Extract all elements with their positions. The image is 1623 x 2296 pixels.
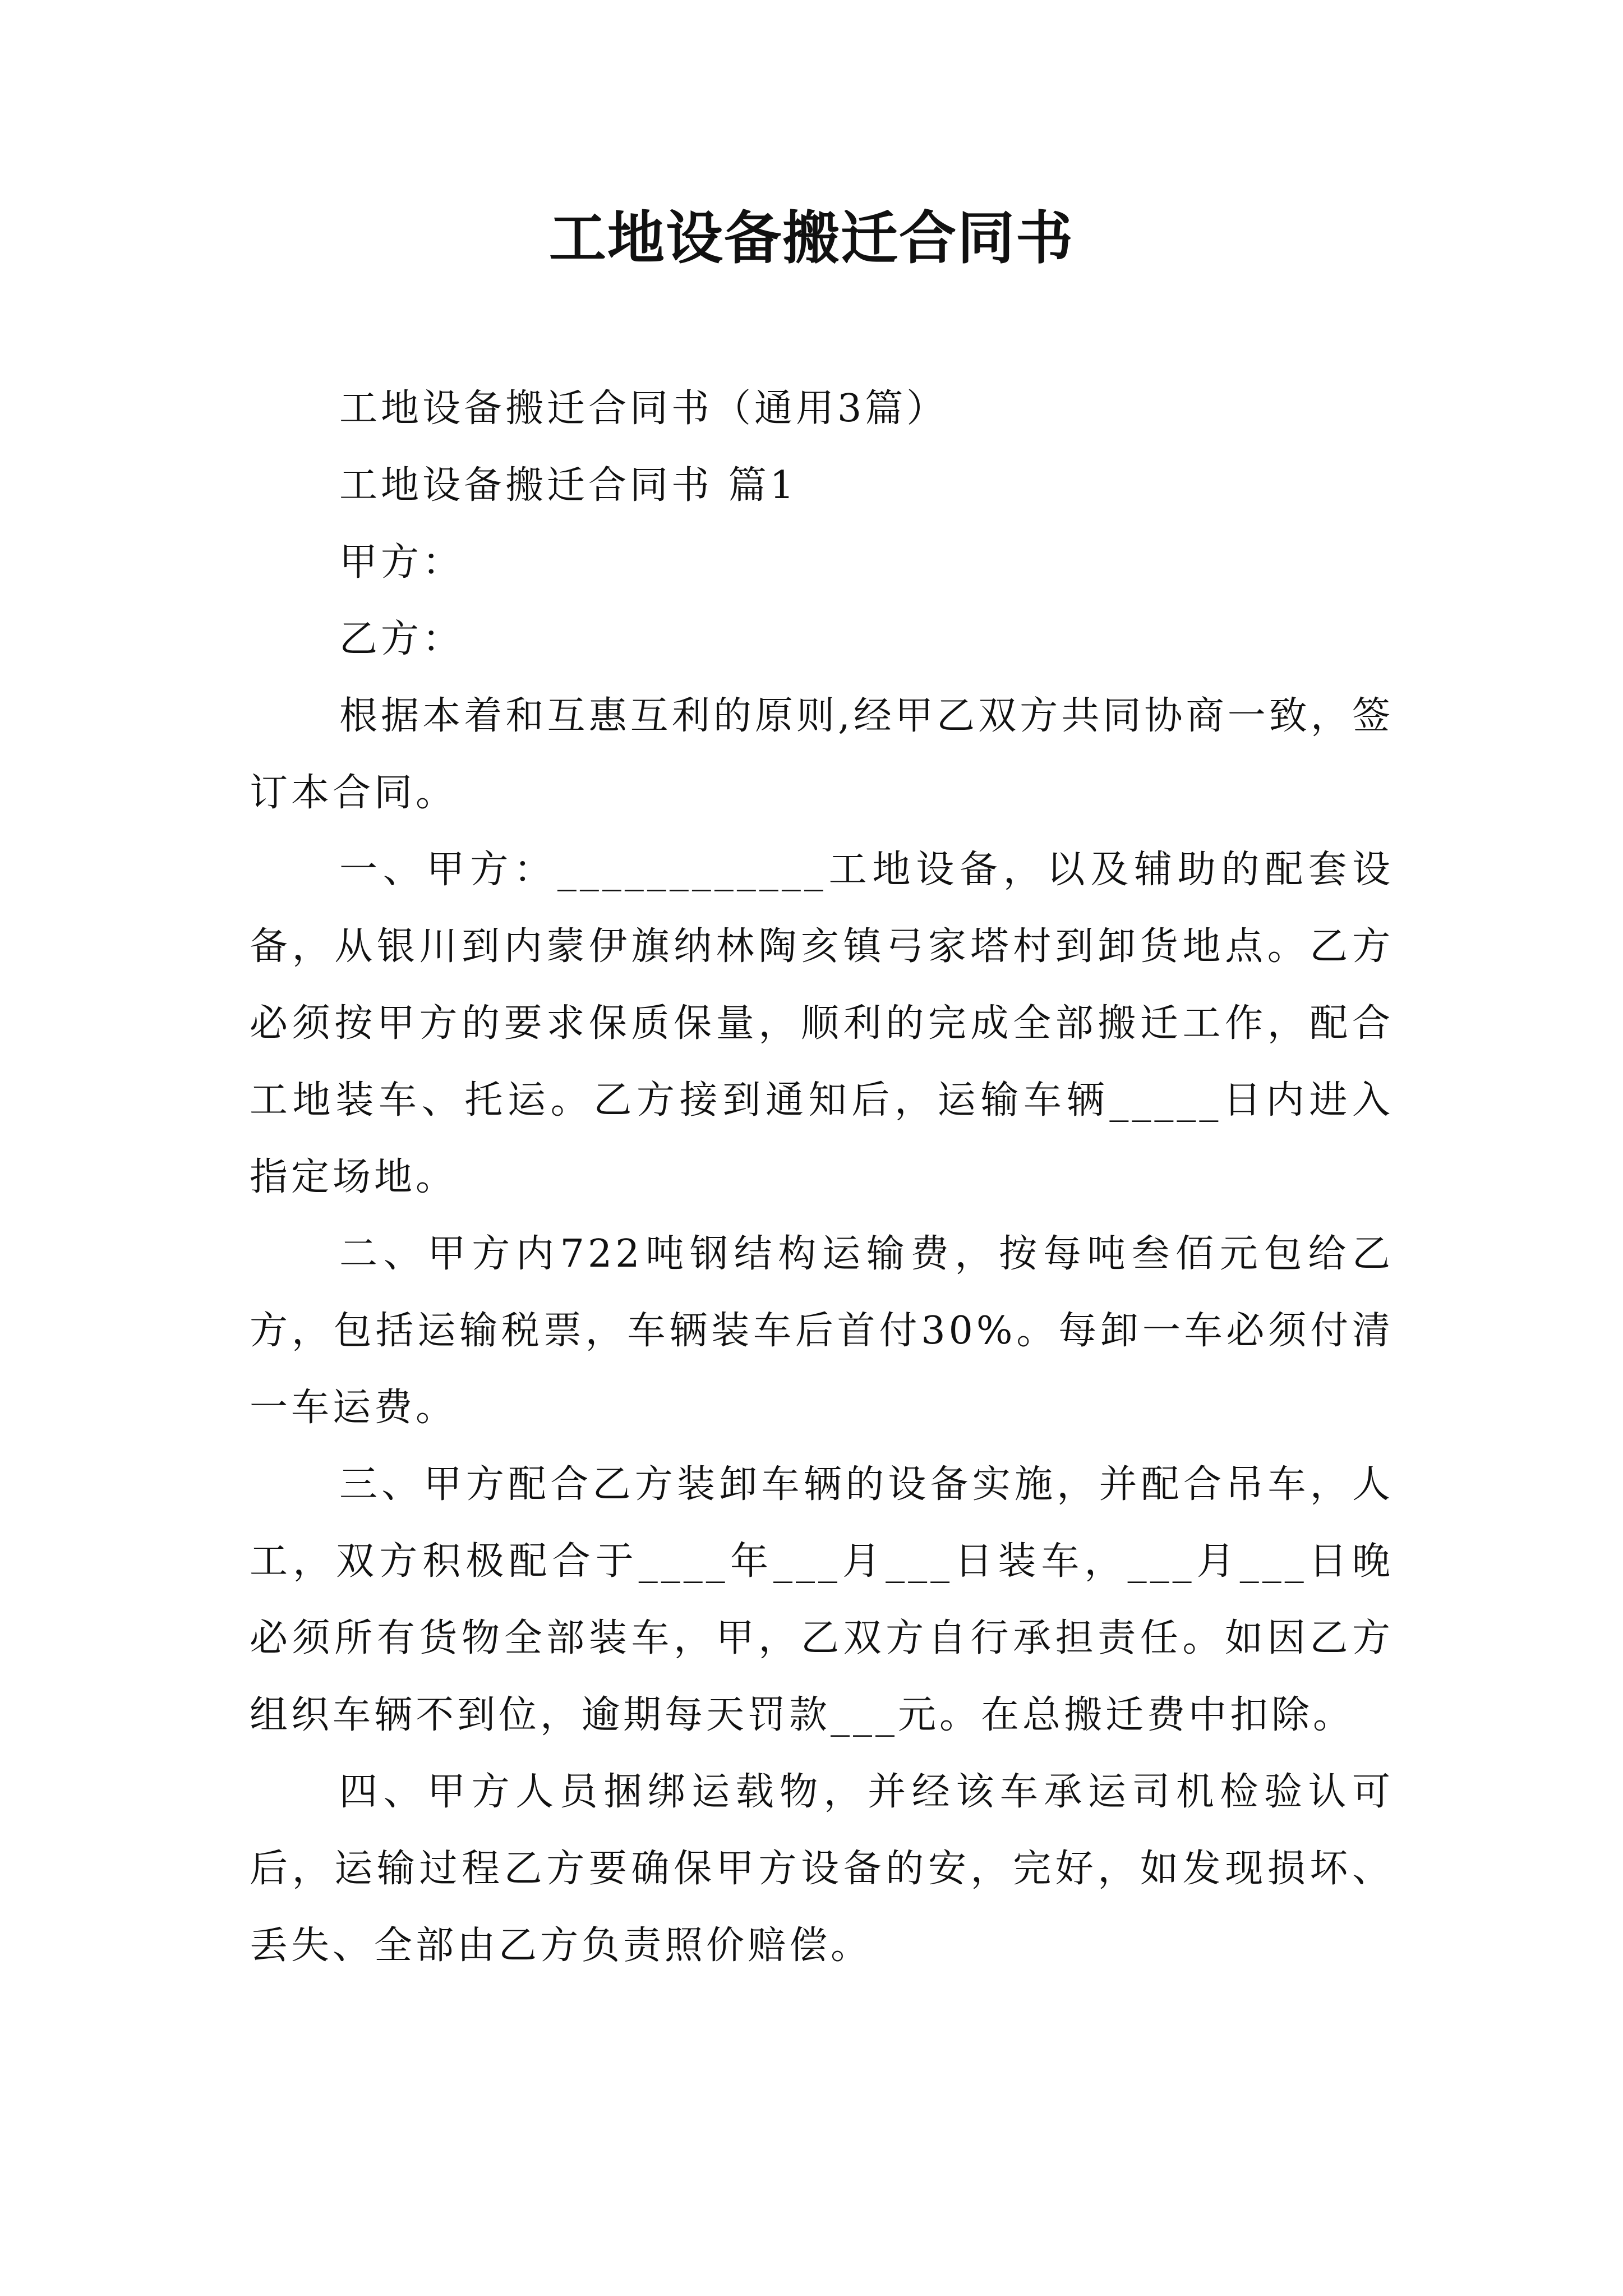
paragraph-subtitle: 工地设备搬迁合同书（通用3篇） xyxy=(339,386,948,431)
paragraph-party-b: 乙方： xyxy=(339,617,464,661)
paragraph-party-a: 甲方： xyxy=(339,540,464,585)
paragraph-clause-4: 四、甲方人员捆绑运载物，并经该车承运司机检验认可后，运输过程乙方要确保甲方设备的安，完好，如发现损坏、丢失、全部由乙方负责照价赔偿。 xyxy=(250,1770,1394,1968)
document-body xyxy=(250,370,1394,1984)
paragraph-clause-2: 二、甲方内722吨钢结构运输费，按每吨叁佰元包给乙方，包括运输税票，车辆装车后首付30%。每卸一车必须付清一车运费。 xyxy=(250,1232,1394,1430)
paragraph-preamble: 根据本着和互惠互利的原则,经甲乙双方共同协商一致，签订本合同。 xyxy=(250,694,1394,815)
document-title: 工地设备搬迁合同书 xyxy=(549,205,1074,272)
paragraph-clause-3: 三、甲方配合乙方装卸车辆的设备实施，并配合吊车，人工，双方积极配合于____年___月___日装车，___月___日晚必须所有货物全部装车，甲，乙双方自行承担责任。如因乙方组织车辆不到位，逾期每天罚款___元。在总搬迁费中扣除。 xyxy=(250,1462,1394,1737)
paragraph-clause-1: 一、甲方：____________工地设备，以及辅助的配套设备，从银川到内蒙伊旗纳林陶亥镇弓家塔村到卸货地点。乙方必须按甲方的要求保质保量，顺利的完成全部搬迁工作，配合工地装车、托运。乙方接到通知后，运输车辆_____日内进入指定场地。 xyxy=(250,848,1394,1199)
paragraph-section-heading: 工地设备搬迁合同书 篇1 xyxy=(339,463,797,508)
